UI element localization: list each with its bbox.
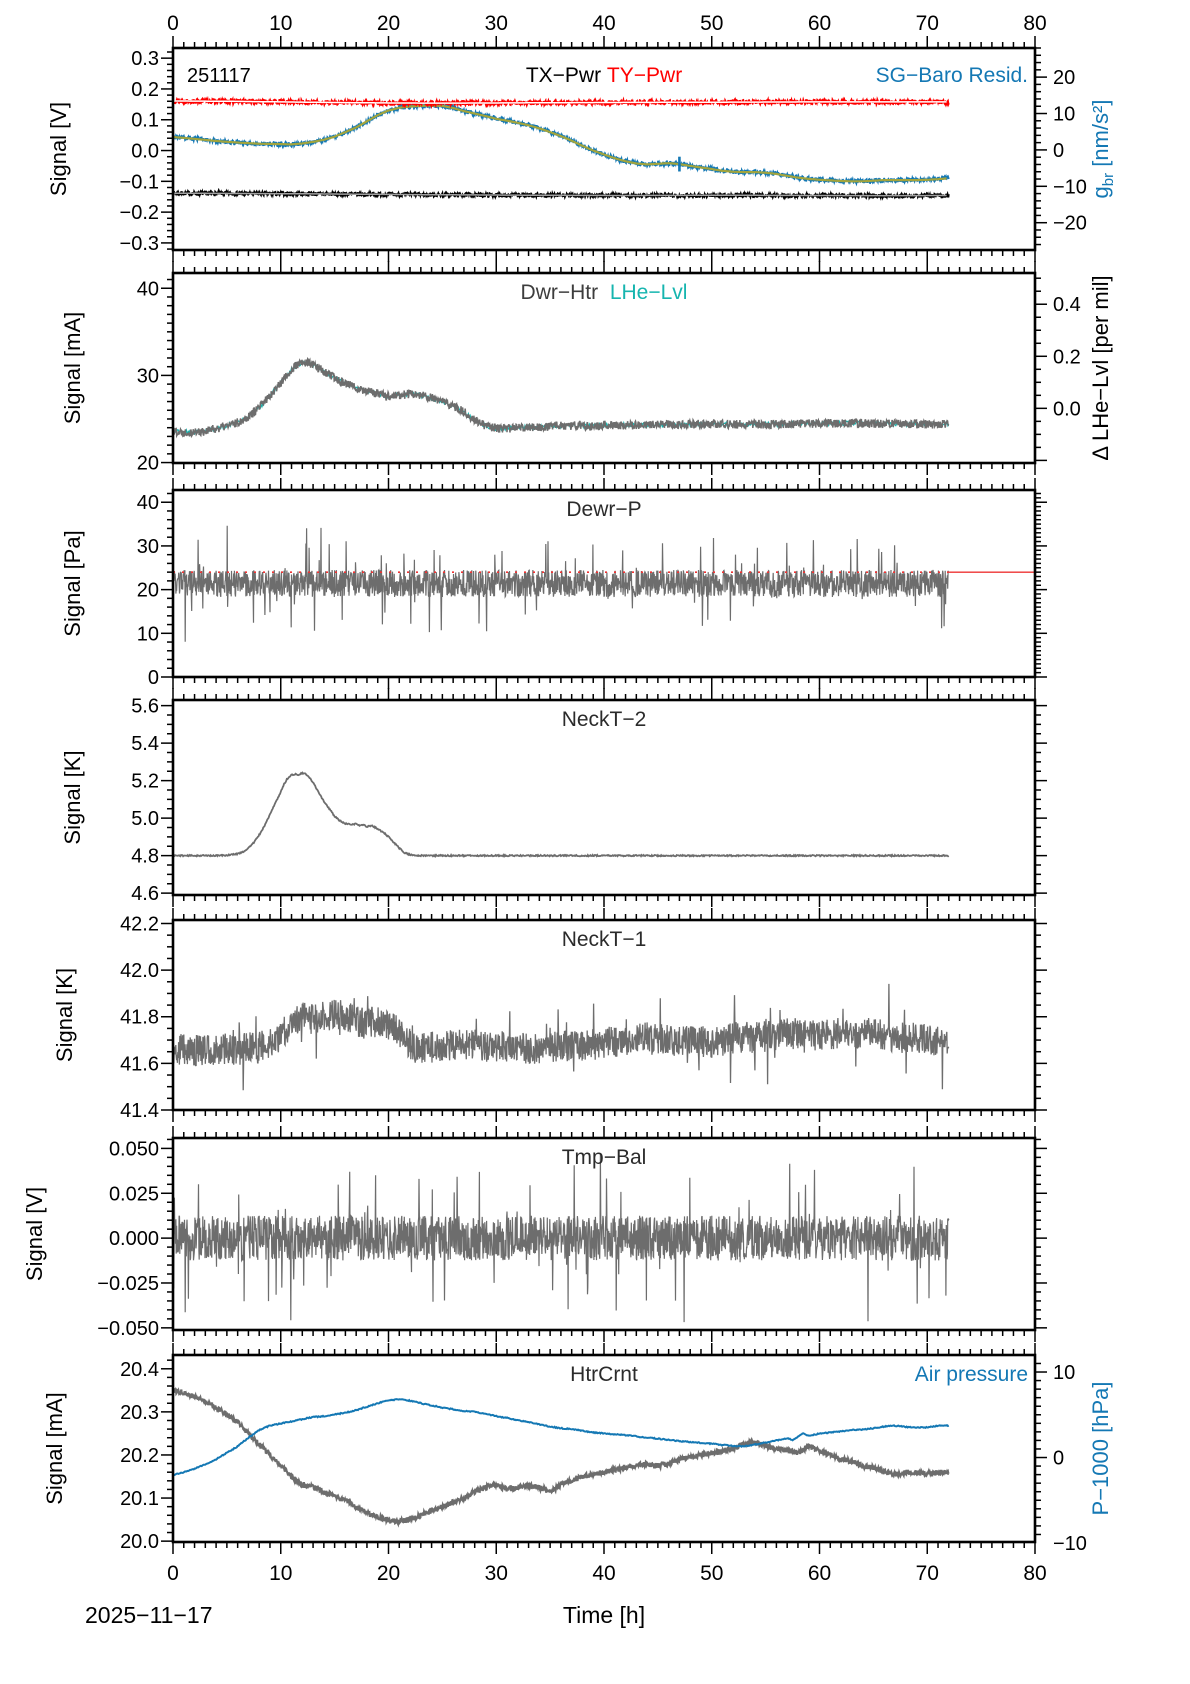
y2-tick-label: 0.2 xyxy=(1053,346,1081,369)
y2-tick-label: 0 xyxy=(1053,1447,1065,1470)
y-tick-label: 0.1 xyxy=(131,109,159,132)
x-tick-label-top: 40 xyxy=(592,12,616,35)
x-tick-label-bottom: 30 xyxy=(484,1562,508,1585)
panel-title: NeckT−2 xyxy=(561,708,647,731)
panel-dwr-htr-series xyxy=(173,359,949,437)
y-axis-label: Signal [mA] xyxy=(60,311,85,425)
y-tick-label: 20.3 xyxy=(120,1401,159,1424)
panel-dewr-p xyxy=(60,478,1047,689)
x-tick-label-bottom: 80 xyxy=(1023,1562,1047,1585)
panel-neckt-1 xyxy=(52,908,1047,1122)
series-htrcrnt xyxy=(173,1389,949,1524)
panel-pwr-baro xyxy=(46,12,1117,262)
y-tick-label: 41.8 xyxy=(120,1006,159,1029)
y2-tick-label: 20 xyxy=(1053,67,1076,90)
y-tick-label: 5.4 xyxy=(131,733,159,756)
y-tick-label: 5.2 xyxy=(131,770,159,793)
y-tick-label: 41.6 xyxy=(120,1053,159,1076)
x-tick-label-top: 0 xyxy=(167,12,179,35)
y-tick-label: 0.050 xyxy=(108,1138,159,1161)
y-tick-label: 20.4 xyxy=(120,1358,159,1381)
series-smooth xyxy=(173,106,947,182)
x-tick-label-bottom: 20 xyxy=(376,1562,401,1585)
y-tick-label: 0.0 xyxy=(131,140,159,163)
x-tick-label-bottom: 60 xyxy=(807,1562,832,1585)
x-tick-label-top: 60 xyxy=(807,12,832,35)
panel-neckt-2 xyxy=(60,688,1047,907)
y-tick-label: −0.050 xyxy=(97,1317,159,1340)
y-tick-label: −0.1 xyxy=(119,171,159,194)
series-tx-pwr xyxy=(173,191,949,197)
y-tick-label: 20 xyxy=(136,452,159,475)
y2-tick-label: 0.0 xyxy=(1053,398,1081,421)
y-tick-label: 0.025 xyxy=(108,1183,159,1206)
y-tick-label: 42.2 xyxy=(120,913,159,936)
panel-tmp-bal xyxy=(22,1126,1047,1342)
y-tick-label: 4.8 xyxy=(131,845,159,868)
x-axis-title: Time [h] xyxy=(562,1602,646,1628)
y2-tick-label: −10 xyxy=(1053,1533,1087,1556)
y-tick-label: 42.0 xyxy=(120,960,159,983)
y2-tick-label: 10 xyxy=(1053,103,1076,126)
y-tick-label: −0.3 xyxy=(119,232,159,255)
panel-title: HtrCrnt xyxy=(570,1363,638,1386)
y-tick-label: 20.1 xyxy=(120,1488,159,1511)
y-tick-label: 0 xyxy=(147,667,159,689)
y-tick-label: −0.025 xyxy=(97,1272,159,1295)
x-tick-label-bottom: 50 xyxy=(700,1562,724,1585)
panel-title: Tmp−Bal xyxy=(561,1146,647,1169)
panel-right-legend: SG−Baro Resid. xyxy=(875,64,1028,87)
y2-tick-label: 0 xyxy=(1053,139,1065,162)
x-tick-label-top: 30 xyxy=(484,12,508,35)
x-tick-label-top: 70 xyxy=(915,12,939,35)
y-axis-label: Signal [K] xyxy=(60,750,85,845)
x-tick-label-bottom: 0 xyxy=(167,1562,179,1585)
y-tick-label: 4.6 xyxy=(131,883,159,906)
y-axis-label: Signal [mA] xyxy=(42,1392,67,1505)
y-tick-label: 0.2 xyxy=(131,78,159,101)
y-axis-label: Signal [Pa] xyxy=(60,530,85,637)
y2-tick-label: 0.4 xyxy=(1053,294,1081,317)
x-tick-label-top: 10 xyxy=(269,12,293,35)
panel-neckt-1-series xyxy=(173,984,949,1090)
y-tick-label: 20.0 xyxy=(120,1531,159,1554)
y-tick-label: 5.0 xyxy=(131,808,159,831)
y-tick-label: 20 xyxy=(136,579,159,602)
x-tick-label-bottom: 10 xyxy=(269,1562,293,1585)
series-tmp-bal xyxy=(173,1155,949,1322)
series-neckt-2 xyxy=(173,773,949,857)
panel-dwr-htr xyxy=(60,261,1113,475)
date-label: 2025−11−17 xyxy=(85,1602,213,1628)
x-tick-label-bottom: 40 xyxy=(592,1562,616,1585)
series-neckt-1 xyxy=(173,984,949,1090)
y2-tick-label: 10 xyxy=(1053,1362,1076,1385)
series-dewr-p xyxy=(173,526,949,642)
y2-tick-label: −20 xyxy=(1053,212,1087,235)
y-tick-label: 0.000 xyxy=(108,1228,159,1251)
panel-title: Dwr−Htr LHe−Lvl xyxy=(520,281,688,304)
x-tick-label-top: 80 xyxy=(1023,12,1047,35)
x-tick-label-top: 50 xyxy=(700,12,724,35)
panel-right-legend: Air pressure xyxy=(914,1363,1028,1386)
panel-title: NeckT−1 xyxy=(561,928,647,951)
panel-dewr-p-series xyxy=(173,526,1035,642)
x-tick-label-bottom: 70 xyxy=(915,1562,939,1585)
y2-axis-label: P−1000 [hPa] xyxy=(1088,1381,1113,1516)
y-tick-label: 41.4 xyxy=(120,1100,159,1122)
y-tick-label: 20.2 xyxy=(120,1444,159,1467)
panel-tmp-bal-series xyxy=(173,1155,949,1322)
y-tick-label: 0.3 xyxy=(131,48,159,71)
series-dwr-htr xyxy=(173,359,949,437)
x-tick-label-top: 20 xyxy=(376,12,401,35)
y-tick-label: 30 xyxy=(136,535,159,558)
y-tick-label: 30 xyxy=(136,365,159,388)
panel-htrcrnt xyxy=(42,1343,1113,1585)
panel-title: Dewr−P xyxy=(566,498,642,521)
series-air-pressure xyxy=(173,1399,949,1475)
y2-tick-label: −10 xyxy=(1053,176,1087,199)
y-axis-label: Signal [K] xyxy=(52,967,77,1063)
panel-neckt-2-series xyxy=(173,773,949,857)
panel-pwr-baro-series xyxy=(173,99,949,198)
y-axis-label: Signal [V] xyxy=(46,101,71,197)
panel-title: TX−Pwr TY−Pwr xyxy=(525,64,683,87)
y2-axis-label: Δ LHe−Lvl [per mil] xyxy=(1088,275,1113,461)
y-tick-label: 10 xyxy=(136,623,159,646)
y-tick-label: 40 xyxy=(136,492,159,515)
y-tick-label: 5.6 xyxy=(131,695,159,718)
y2-axis-label: $g_{br}$ [nm/s²] xyxy=(1088,99,1117,199)
y-tick-label: −0.2 xyxy=(119,202,159,225)
y-tick-label: 40 xyxy=(136,278,159,301)
corner-date-label: 251117 xyxy=(187,65,251,87)
panel-htrcrnt-series xyxy=(173,1389,949,1524)
y-axis-label: Signal [V] xyxy=(22,1186,47,1282)
